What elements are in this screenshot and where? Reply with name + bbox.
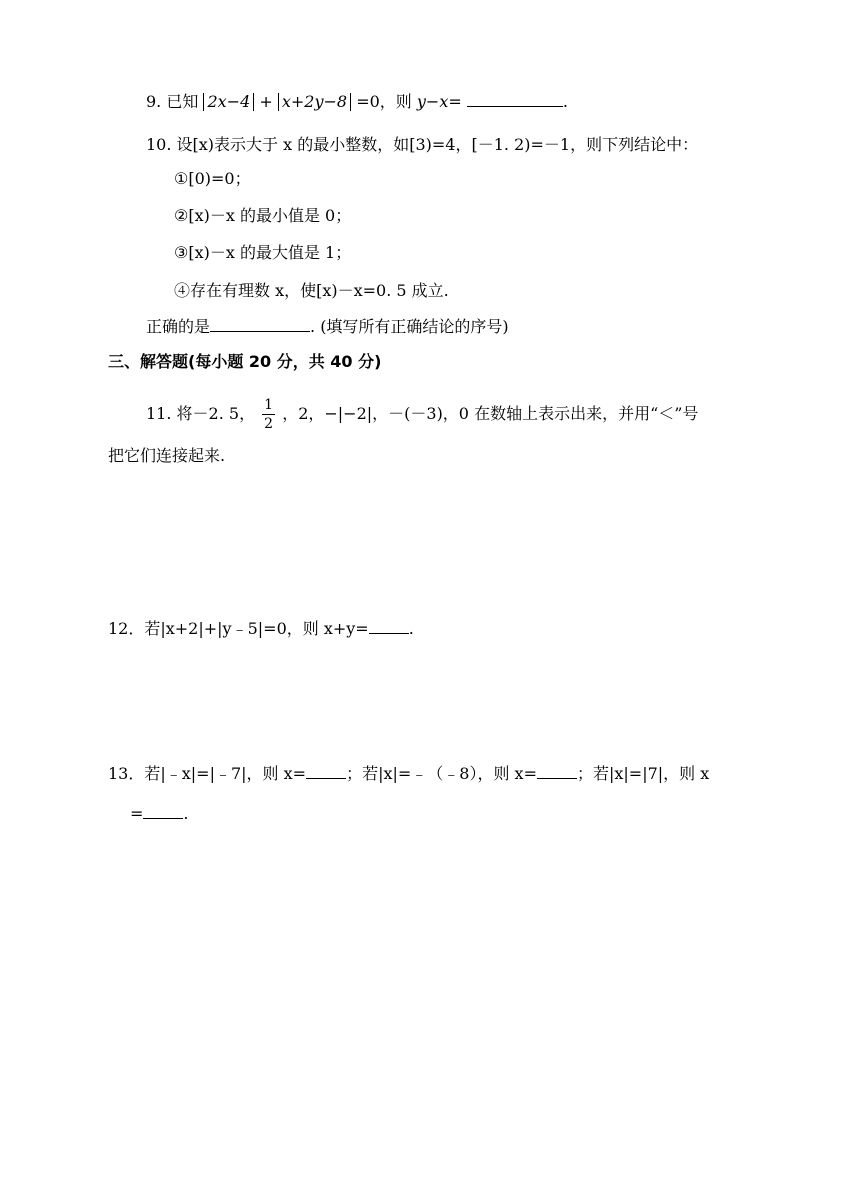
question-9 [146, 90, 568, 114]
q9-text-given: 已知 [166, 92, 199, 111]
q11-text-start: 11. 将－2. 5， [146, 404, 256, 423]
q9-period: . [562, 92, 568, 111]
q10-option-2: ②[x)－x 的最小值是 0； [174, 206, 352, 225]
q9-answer-blank[interactable] [467, 92, 563, 107]
q11-fraction-numerator: 1 [264, 397, 274, 413]
q9-abs-term-1: 2x−4 [203, 93, 254, 111]
q13-part-c: ；若|x|=|7|，则 x [576, 764, 710, 783]
q12-text: 12．若|x+2|+|y﹣5|=0，则 x+y= [108, 619, 369, 638]
q10-answer-blank[interactable] [210, 317, 310, 332]
q9-abs-term-2: x+2y−8 [278, 93, 351, 111]
q9-text-then: =0，则 [356, 92, 412, 111]
q13-blank-3[interactable] [143, 804, 183, 819]
question-10-stem: 10. 设[x)表示大于 x 的最小整数，如[3)=4，[－1. 2)=－1，则下列结论中： [146, 135, 699, 154]
q13-blank-1[interactable] [306, 764, 346, 779]
q13-part-d: = [130, 804, 144, 823]
section-3-heading: 三、解答题(每小题 20 分，共 40 分) [108, 352, 382, 371]
q10-option-3: ③[x)－x 的最大值是 1； [174, 243, 352, 262]
q10-option-4: ④存在有理数 x，使[x)－x=0. 5 成立. [174, 281, 449, 300]
question-13-line-1 [108, 762, 709, 786]
q9-plus: + [259, 92, 273, 111]
q12-period: . [408, 619, 414, 638]
question-12 [108, 617, 414, 641]
q10-answer-line [146, 315, 509, 339]
q13-part-b: ；若|x|=﹣（﹣8），则 x= [346, 764, 537, 783]
question-11-line-1 [146, 394, 698, 434]
q11-text-rest: ，2，−|−2|，－(－3)，0 在数轴上表示出来，并用“＜”号 [282, 404, 699, 423]
q10-option-1: ①[0)=0； [174, 169, 251, 188]
q12-answer-blank[interactable] [369, 619, 409, 634]
q11-fraction-denominator: 2 [264, 416, 274, 432]
q11-fraction [262, 396, 275, 433]
q9-number: 9. [146, 92, 162, 111]
q13-blank-2[interactable] [537, 764, 577, 779]
q9-expression: y−x= [416, 92, 462, 111]
q13-part-a: 13．若|﹣x|=|﹣7|，则 x= [108, 764, 307, 783]
q13-period: . [183, 804, 189, 823]
question-11-line-2: 把它们连接起来. [108, 446, 226, 465]
q10-answer-label: 正确的是 [146, 317, 211, 336]
q10-answer-note: . (填写所有正确结论的序号) [310, 317, 509, 336]
question-13-line-2 [130, 802, 189, 826]
